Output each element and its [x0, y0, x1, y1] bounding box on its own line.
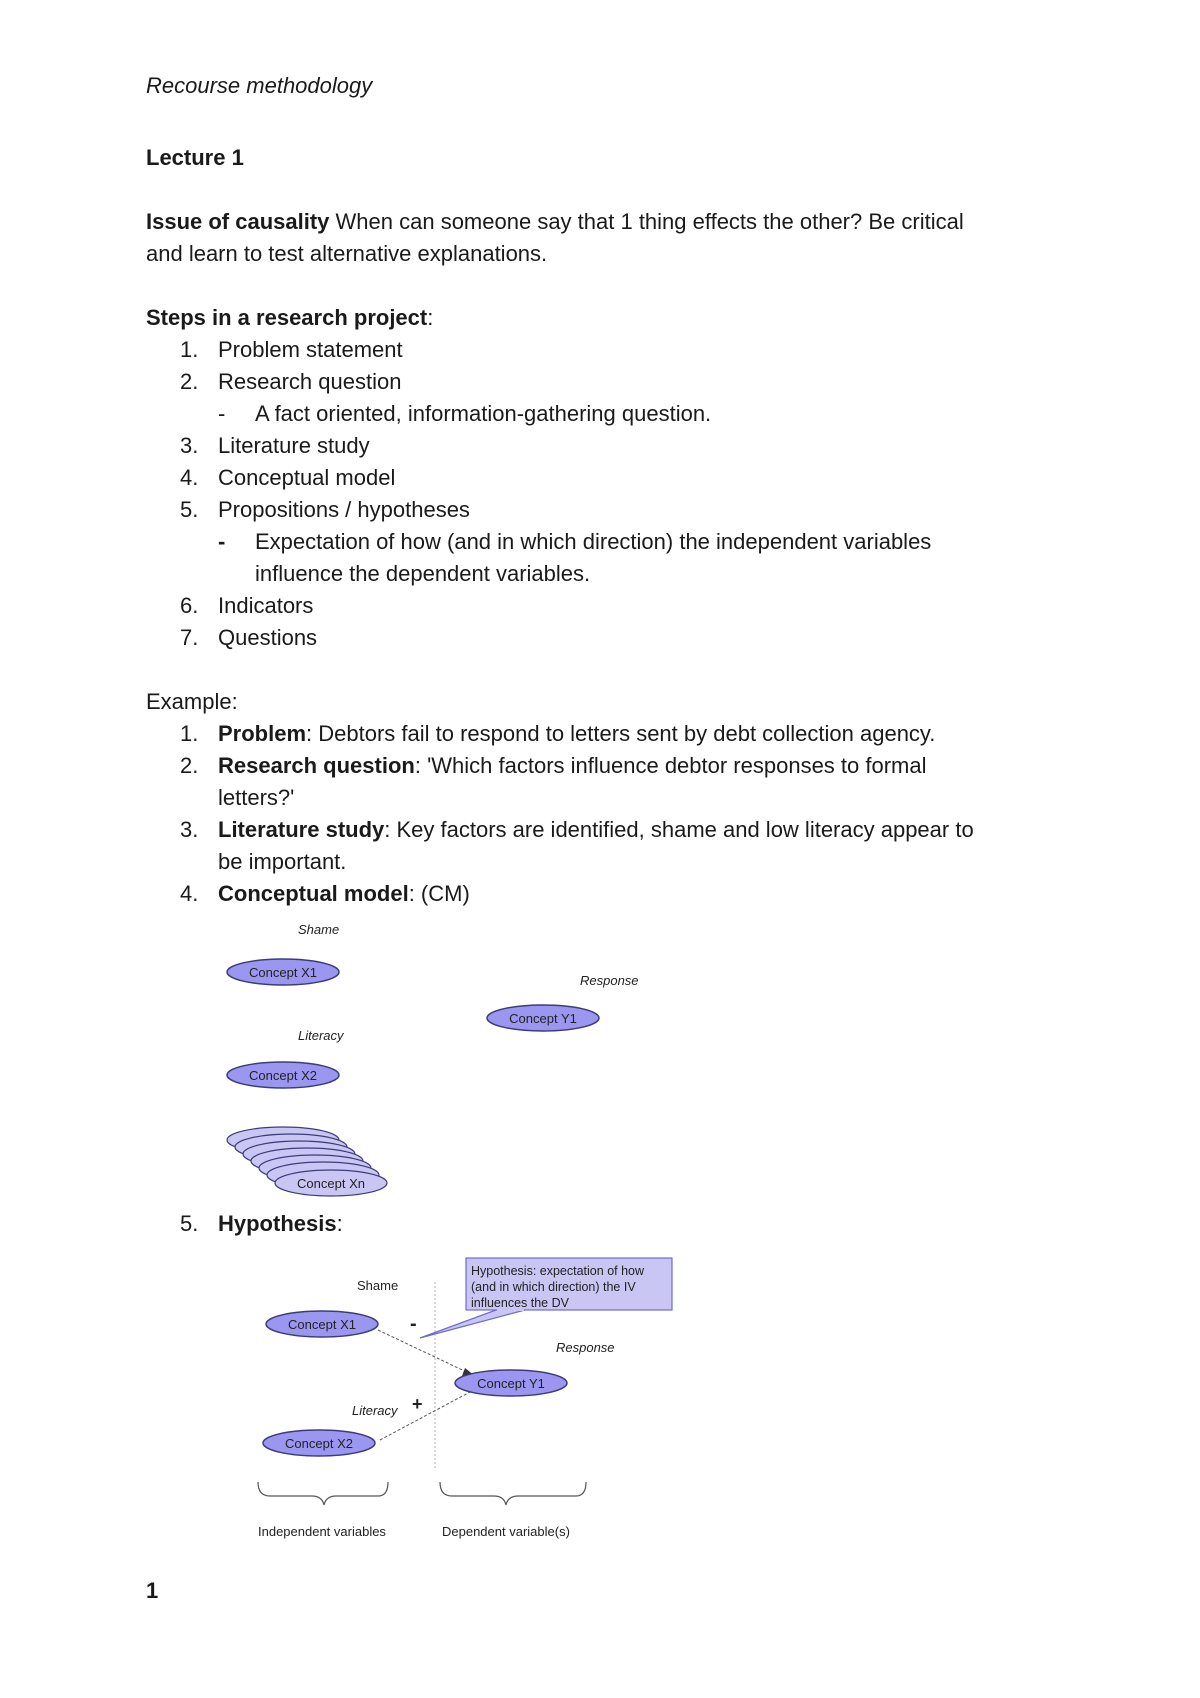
sub-item-cont: influence the dependent variables. [255, 561, 591, 586]
cm-node-x1-label: Concept X1 [249, 965, 317, 980]
step-num: 5. [180, 497, 199, 522]
step-item: Problem statement [218, 337, 403, 362]
step-item: Propositions / hypotheses [218, 497, 470, 522]
example-num: 1. [180, 721, 199, 746]
hyp-label-shame: Shame [357, 1278, 399, 1293]
hyp-callout-line-1: Hypothesis: expectation of how [471, 1264, 645, 1278]
example-heading: Example: [146, 689, 238, 714]
example-text: : [336, 1211, 343, 1236]
causality-text-1: When can someone say that 1 thing effects the other? Be critical [329, 209, 964, 234]
lecture-title: Lecture 1 [146, 145, 244, 170]
cm-label-shame: Shame [298, 922, 340, 937]
steps-heading-text: Steps in a research project [146, 305, 428, 330]
step-num: 2. [180, 369, 199, 394]
sub-dash: - [218, 401, 226, 426]
causality-label: Issue of causality [146, 209, 330, 234]
hyp-node-y1-label: Concept Y1 [477, 1376, 545, 1391]
hyp-sign-minus: - [410, 1313, 417, 1335]
sub-item: Expectation of how (and in which direction) the independent variables [255, 529, 932, 554]
step-item: Research question [218, 369, 402, 394]
example-item-cont: be important. [218, 849, 347, 874]
cm-label-literacy: Literacy [298, 1028, 344, 1043]
example-text: : Key factors are identified, shame and low literacy appear to [384, 817, 974, 842]
hyp-label-independent: Independent variables [258, 1524, 386, 1539]
hyp-sign-plus: + [412, 1394, 423, 1414]
example-num: 5. [180, 1211, 199, 1236]
example-label: Research question [218, 753, 415, 778]
page-number: 1 [146, 1578, 159, 1603]
steps-heading-colon: : [427, 305, 434, 330]
example-label: Literature study [218, 817, 385, 842]
example-text: : Debtors fail to respond to letters sent by debt collection agency. [306, 721, 936, 746]
hyp-label-dependent: Dependent variable(s) [442, 1524, 570, 1539]
step-item: Indicators [218, 593, 314, 618]
page-header: Recourse methodology [146, 73, 373, 98]
example-text: : 'Which factors influence debtor responses to formal [414, 753, 927, 778]
step-num: 7. [180, 625, 199, 650]
hyp-label-response: Response [556, 1340, 615, 1355]
example-num: 2. [180, 753, 199, 778]
step-item: Conceptual model [218, 465, 396, 490]
sub-item: A fact oriented, information-gathering question. [255, 401, 712, 426]
step-num: 6. [180, 593, 199, 618]
hyp-node-x1-label: Concept X1 [288, 1317, 356, 1332]
example-num: 3. [180, 817, 199, 842]
step-num: 3. [180, 433, 199, 458]
example-num: 4. [180, 881, 199, 906]
cm-node-xn-label: Concept Xn [297, 1176, 365, 1191]
hyp-brace-independent [258, 1482, 388, 1505]
example-label: Hypothesis [218, 1211, 337, 1236]
step-num: 1. [180, 337, 199, 362]
example-text: : (CM) [408, 881, 470, 906]
step-num: 4. [180, 465, 199, 490]
hyp-label-literacy: Literacy [352, 1403, 398, 1418]
example-label: Problem [218, 721, 307, 746]
hyp-node-x2-label: Concept X2 [285, 1436, 353, 1451]
hyp-callout-line-2: (and in which direction) the IV [471, 1280, 636, 1294]
cm-node-y1-label: Concept Y1 [509, 1011, 577, 1026]
step-item: Questions [218, 625, 318, 650]
causality-line-2: and learn to test alternative explanations. [146, 241, 548, 266]
hyp-callout-line-3: influences the DV [471, 1296, 569, 1310]
cm-node-x2-label: Concept X2 [249, 1068, 317, 1083]
cm-label-response: Response [580, 973, 639, 988]
example-item-cont: letters?' [218, 785, 295, 810]
hyp-brace-dependent [440, 1482, 586, 1505]
hyp-arrow-x1-y1 [378, 1330, 475, 1376]
example-label: Conceptual model [218, 881, 409, 906]
step-item: Literature study [218, 433, 370, 458]
sub-dash: - [218, 529, 226, 554]
hyp-callout-pointer [420, 1310, 525, 1338]
